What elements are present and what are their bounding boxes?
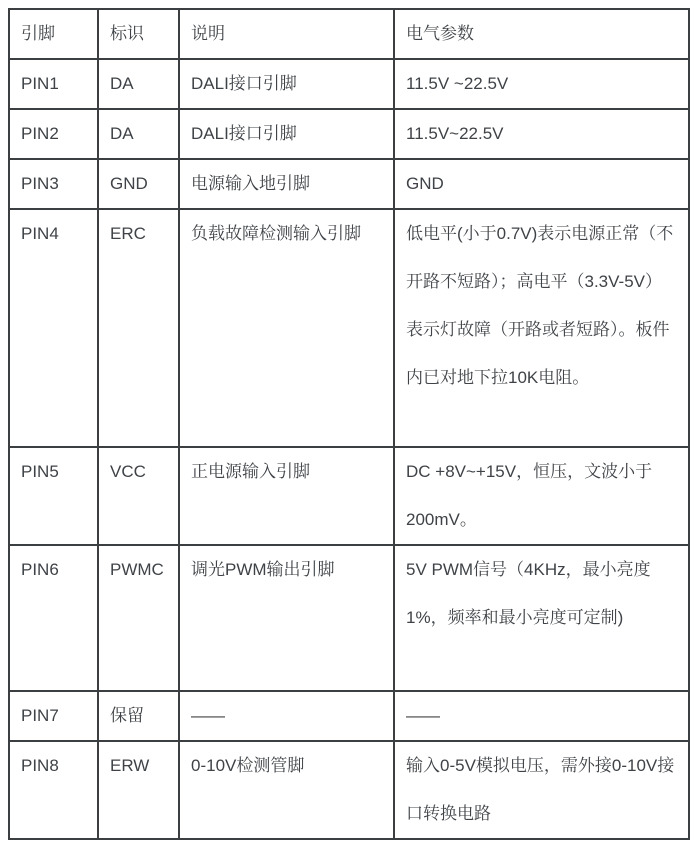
cell-params: —— <box>394 691 689 741</box>
pin-definition-table-container <box>8 8 690 840</box>
cell-pin: PIN3 <box>9 159 98 209</box>
cell-label: DA <box>98 59 179 109</box>
cell-label: ERW <box>98 741 179 839</box>
cell-params: 5V PWM信号（4KHz，最小亮度1%，频率和最小亮度可定制) <box>394 545 689 691</box>
header-row <box>9 9 689 59</box>
table-row-pin3 <box>9 159 689 209</box>
column-header-params: 电气参数 <box>394 9 689 59</box>
table-row-pin6 <box>9 545 689 691</box>
column-header-desc: 说明 <box>179 9 394 59</box>
cell-desc: 0-10V检测管脚 <box>179 741 394 839</box>
cell-pin: PIN1 <box>9 59 98 109</box>
cell-params: 输入0-5V模拟电压，需外接0-10V接口转换电路 <box>394 741 689 839</box>
cell-pin: PIN7 <box>9 691 98 741</box>
cell-desc: DALI接口引脚 <box>179 109 394 159</box>
cell-desc: —— <box>179 691 394 741</box>
table-row-pin1 <box>9 59 689 109</box>
cell-label: VCC <box>98 447 179 545</box>
cell-pin: PIN5 <box>9 447 98 545</box>
cell-label: ERC <box>98 209 179 447</box>
table-row-pin2 <box>9 109 689 159</box>
cell-params: 11.5V~22.5V <box>394 109 689 159</box>
cell-params: DC +8V~+15V，恒压，文波小于200mV。 <box>394 447 689 545</box>
column-header-pin: 引脚 <box>9 9 98 59</box>
cell-pin: PIN2 <box>9 109 98 159</box>
cell-desc: DALI接口引脚 <box>179 59 394 109</box>
cell-params: GND <box>394 159 689 209</box>
column-header-label: 标识 <box>98 9 179 59</box>
cell-desc: 电源输入地引脚 <box>179 159 394 209</box>
cell-label: DA <box>98 109 179 159</box>
table-row-pin8 <box>9 741 689 839</box>
cell-desc: 正电源输入引脚 <box>179 447 394 545</box>
cell-params: 11.5V ~22.5V <box>394 59 689 109</box>
pin-definition-table <box>8 8 690 840</box>
cell-label: GND <box>98 159 179 209</box>
cell-pin: PIN8 <box>9 741 98 839</box>
cell-label: PWMC <box>98 545 179 691</box>
cell-label: 保留 <box>98 691 179 741</box>
table-row-pin5 <box>9 447 689 545</box>
cell-pin: PIN4 <box>9 209 98 447</box>
cell-params: 低电平(小于0.7V)表示电源正常（不开路不短路）；高电平（3.3V-5V）表示灯故障（开路或者短路）。板件内已对地下拉10K电阻。 <box>394 209 689 447</box>
table-row-pin4 <box>9 209 689 447</box>
cell-pin: PIN6 <box>9 545 98 691</box>
cell-desc: 负载故障检测输入引脚 <box>179 209 394 447</box>
cell-desc: 调光PWM输出引脚 <box>179 545 394 691</box>
table-row-pin7 <box>9 691 689 741</box>
